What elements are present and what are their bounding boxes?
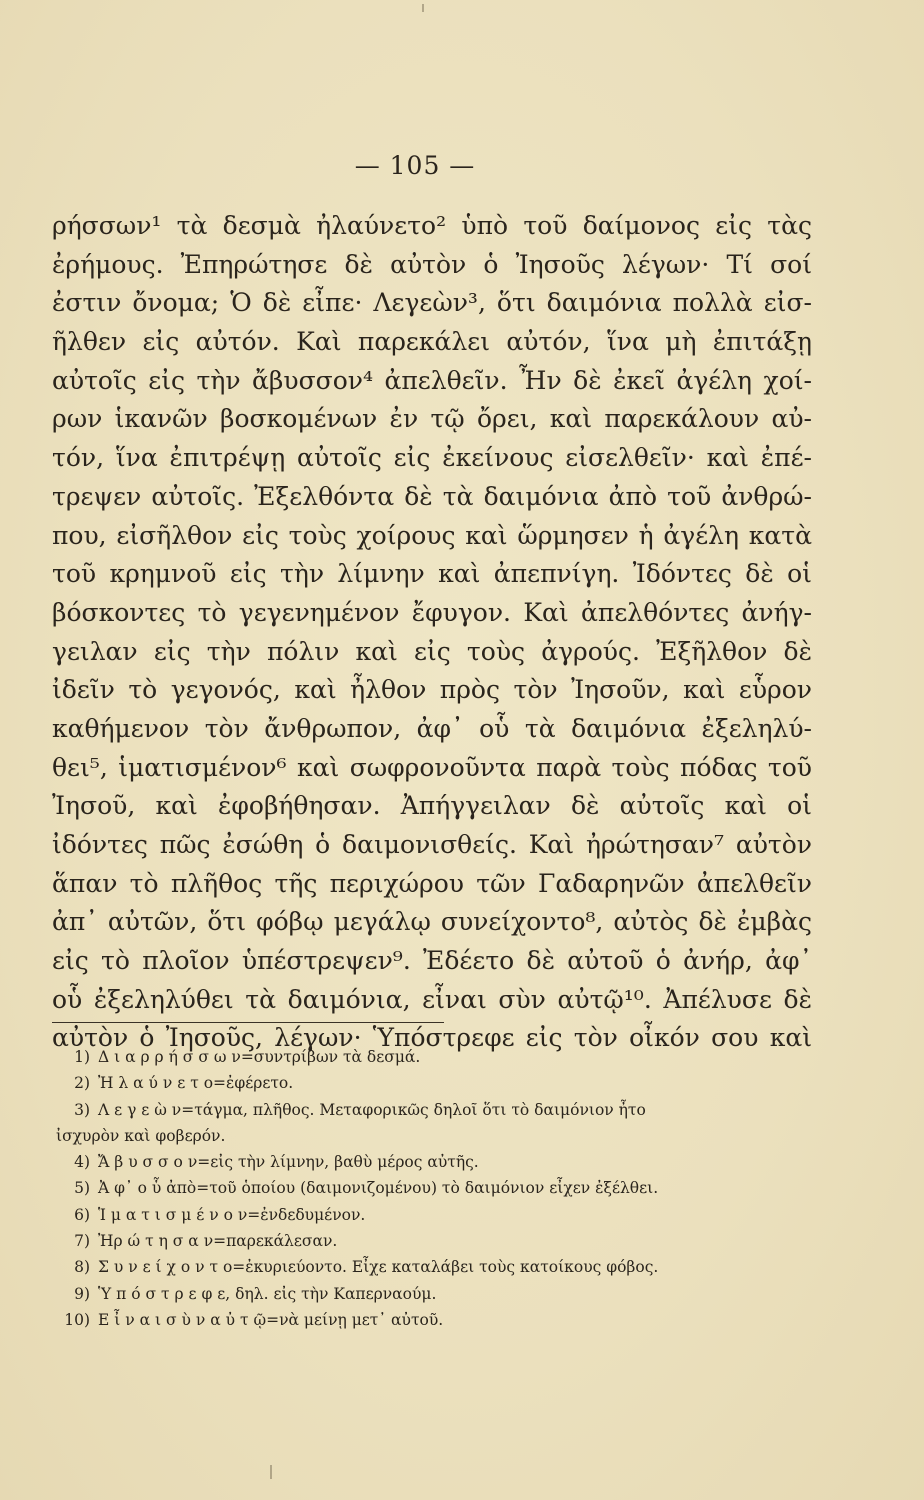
text-line: γειλαν εἰς τὴν πόλιν καὶ εἰς τοὺς ἀγρούς. Ἐξῆλθον δὲ xyxy=(52,636,812,666)
text-line: αὐτοῖς εἰς τὴν ἄβυσσον⁴ ἀπελθεῖν. Ἦν δὲ ἐκεῖ ἀγέλη χοί- xyxy=(52,365,812,395)
body-text xyxy=(52,207,812,1058)
footnote-divider xyxy=(52,1022,444,1023)
footnote xyxy=(56,1175,816,1201)
footnote xyxy=(56,1202,816,1228)
paper-speck xyxy=(270,1465,272,1479)
text-line: ἰδεῖν τὸ γεγονός, καὶ ἦλθον πρὸς τὸν Ἰησοῦν, καὶ εὗρον xyxy=(52,675,812,705)
footnote-text: ἰσχυρὸν καὶ φοβερόν. xyxy=(56,1126,226,1145)
footnote xyxy=(56,1307,816,1333)
text-line: ἀπ᾽ αὐτῶν, ὅτι φόβῳ μεγάλῳ συνείχοντο⁸, αὐτὸς δὲ ἐμβὰς xyxy=(52,907,812,937)
footnote-text: Σ υ ν ε ί χ ο ν τ ο=ἐκυριεύοντο. Εἶχε καταλάβει τοὺς κατοίκους φόβος. xyxy=(98,1258,659,1277)
footnote-continuation xyxy=(56,1123,816,1149)
text-line: εἰς τὸ πλοῖον ὑπέστρεψεν⁹. Ἐδέετο δὲ αὐτοῦ ὁ ἀνήρ, ἀφ᾽ xyxy=(52,946,812,976)
text-line: τοῦ κρημνοῦ εἰς τὴν λίμνην καὶ ἀπεπνίγη. Ἰδόντες δὲ οἱ xyxy=(52,559,812,589)
footnote-number: 6) xyxy=(74,1205,90,1224)
text-line: ρων ἱκανῶν βοσκομένων ἐν τῷ ὄρει, καὶ παρεκάλουν αὐ- xyxy=(52,404,812,434)
footnote-text: Ἀ φ᾽ ο ὗ ἀπὸ=τοῦ ὁποίου (δαιμονιζομένου) τὸ δαιμόνιον εἶχεν ἐξέλθει. xyxy=(98,1179,659,1198)
footnote-text: Ἱ μ α τ ι σ μ έ ν ο ν=ἐνδεδυμένον. xyxy=(98,1205,366,1224)
text-line: που, εἰσῆλθον εἰς τοὺς χοίρους καὶ ὥρμησεν ἡ ἀγέλη κατὰ xyxy=(52,520,812,550)
footnote-number: 3) xyxy=(74,1100,90,1119)
text-line: καθήμενον τὸν ἄνθρωπον, ἀφ᾽ οὗ τὰ δαιμόνια ἐξεληλύ- xyxy=(52,713,812,743)
text-line: θει⁵, ἱματισμένον⁶ καὶ σωφρονοῦντα παρὰ τοὺς πόδας τοῦ xyxy=(52,752,812,782)
footnote-number: 9) xyxy=(74,1284,90,1303)
footnote-number: 5) xyxy=(74,1179,90,1198)
footnote-number: 2) xyxy=(74,1074,90,1093)
footnote xyxy=(56,1044,816,1070)
paper-speck xyxy=(422,4,424,12)
footnote xyxy=(56,1254,816,1280)
text-line: Ἰησοῦ, καὶ ἐφοβήθησαν. Ἀπήγγειλαν δὲ αὐτοῖς καὶ οἱ xyxy=(52,791,812,821)
text-line: ἅπαν τὸ πλῆθος τῆς περιχώρου τῶν Γαδαρηνῶν ἀπελθεῖν xyxy=(52,868,812,898)
footnote-text: Δ ι α ρ ρ ή σ σ ω ν=συντρίβων τὰ δεσμά. xyxy=(98,1048,421,1066)
text-line: αὐτὸν ὁ Ἰησοῦς, λέγων· Ὑπόστρεφε εἰς τὸν οἶκόν σου καὶ xyxy=(52,1023,812,1053)
text-line: βόσκοντες τὸ γεγενημένον ἔφυγον. Καὶ ἀπελθόντες ἀνήγ- xyxy=(52,597,812,627)
footnote-text: Ἠ λ α ύ ν ε τ ο=ἐφέρετο. xyxy=(98,1074,294,1093)
footnotes xyxy=(56,1044,816,1333)
footnote xyxy=(56,1281,816,1307)
footnote-number: 1) xyxy=(74,1048,90,1066)
footnote xyxy=(56,1070,816,1096)
footnote-text: Ἠρ ώ τ η σ α ν=παρεκάλεσαν. xyxy=(98,1232,338,1251)
text-line: ἐρήμους. Ἐπηρώτησε δὲ αὐτὸν ὁ Ἰησοῦς λέγων· Τί σοί xyxy=(52,249,812,279)
footnote-text: Ὑ π ό σ τ ρ ε φ ε, δηλ. εἰς τὴν Καπερναούμ. xyxy=(98,1284,437,1303)
footnote-number: 8) xyxy=(74,1258,90,1277)
text-line: οὗ ἐξεληλύθει τὰ δαιμόνια, εἶναι σὺν αὐτῷ¹⁰. Ἀπέλυσε δὲ xyxy=(52,984,812,1014)
text-line: ἐστιν ὄνομα; Ὁ δὲ εἶπε· Λεγεὼν³, ὅτι δαιμόνια πολλὰ εἰσ- xyxy=(52,288,812,318)
footnote-number: 4) xyxy=(74,1153,90,1172)
footnote-number: 10) xyxy=(64,1310,90,1329)
text-line: ρήσσων¹ τὰ δεσμὰ ἠλαύνετο² ὑπὸ τοῦ δαίμονος εἰς τὰς xyxy=(52,211,812,240)
footnote-text: Ἄ β υ σ σ ο ν=εἰς τὴν λίμνην, βαθὺ μέρος αὐτῆς. xyxy=(98,1153,479,1172)
footnote-number: 7) xyxy=(74,1232,90,1251)
footnote-text: Λ ε γ ε ὼ ν=τάγμα, πλῆθος. Μεταφορικῶς δηλοῖ ὅτι τὸ δαιμόνιον ἦτο xyxy=(98,1100,646,1119)
page-number: — 105 — xyxy=(354,151,476,180)
footnote xyxy=(56,1228,816,1254)
text-line: ῆλθεν εἰς αὐτόν. Καὶ παρεκάλει αὐτόν, ἵνα μὴ ἐπιτάξῃ xyxy=(52,327,812,357)
footnote xyxy=(56,1149,816,1175)
text-line: τρεψεν αὐτοῖς. Ἐξελθόντα δὲ τὰ δαιμόνια ἀπὸ τοῦ ἀνθρώ- xyxy=(52,481,812,511)
footnote-text: Ε ἶ ν α ι σ ὺ ν α ὐ τ ῷ=νὰ μείνῃ μετ᾽ αὐτοῦ. xyxy=(98,1310,444,1329)
text-line: ἰδόντες πῶς ἐσώθη ὁ δαιμονισθείς. Καὶ ἠρώτησαν⁷ αὐτὸν xyxy=(52,830,812,859)
text-line: τόν, ἵνα ἐπιτρέψῃ αὐτοῖς εἰς ἐκείνους εἰσελθεῖν· καὶ ἐπέ- xyxy=(52,443,812,473)
footnote xyxy=(56,1097,816,1123)
